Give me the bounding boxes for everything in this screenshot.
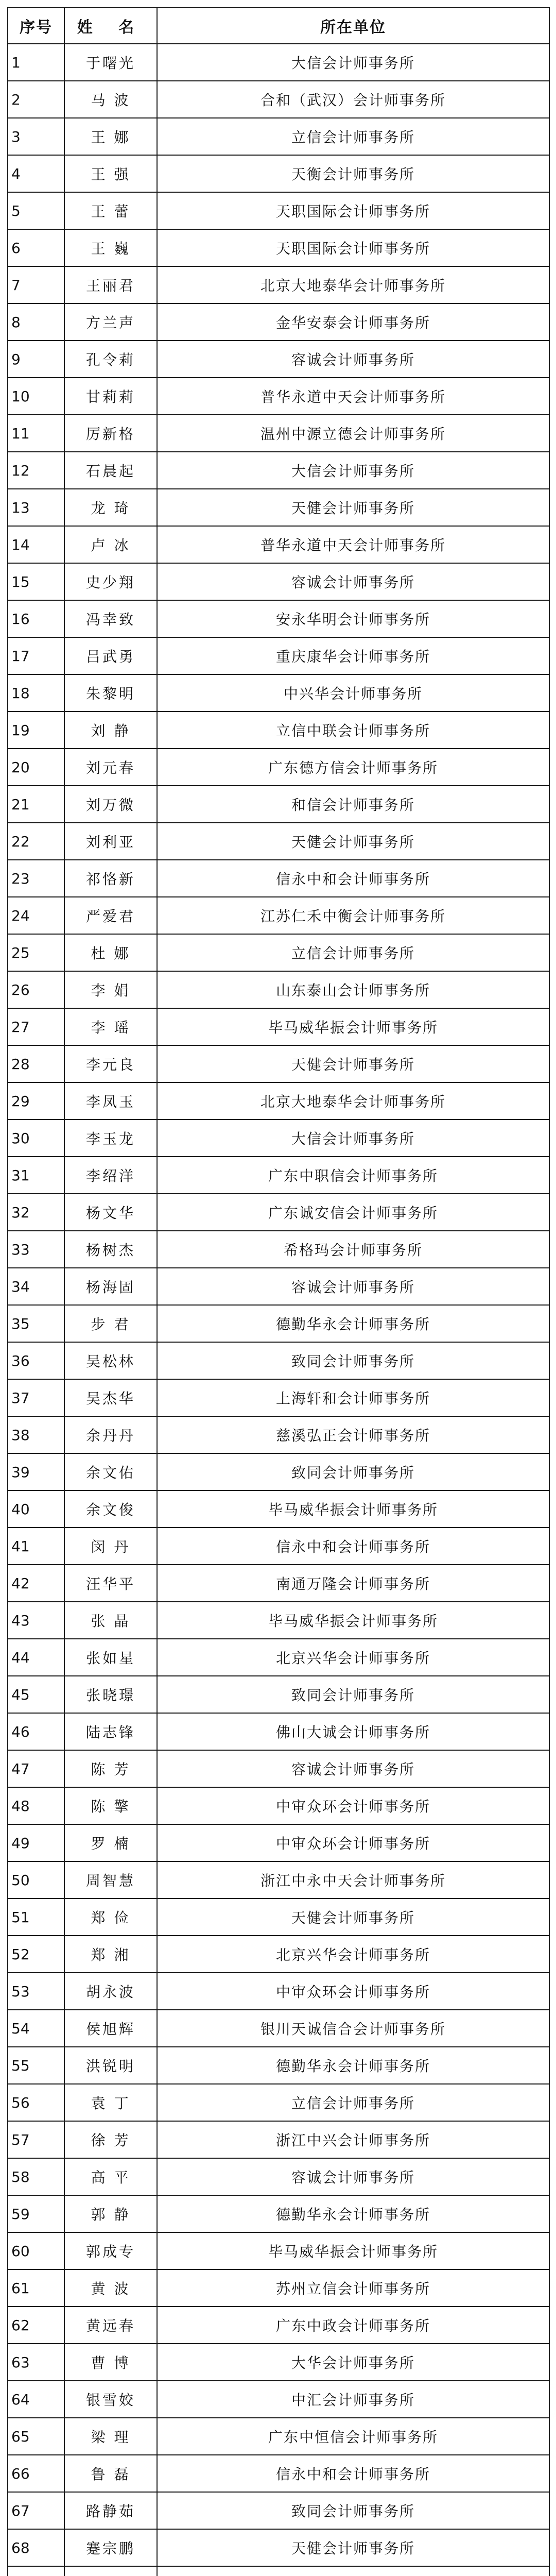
table-row — [8, 2047, 549, 2084]
cell-organization: 广东德方信会计师事务所 — [157, 749, 549, 786]
cell-organization: 上海轩和会计师事务所 — [157, 1379, 549, 1416]
table-row — [8, 526, 549, 563]
cell-serial-number: 42 — [8, 1565, 64, 1602]
cell-serial-number: 15 — [8, 563, 64, 600]
cell-serial-number: 56 — [8, 2084, 64, 2121]
cell-serial-number — [8, 2566, 64, 2576]
cell-organization: 和信会计师事务所 — [157, 786, 549, 823]
cell-name: 杨海固 — [64, 1268, 157, 1305]
cell-organization: 信永中和会计师事务所 — [157, 2455, 549, 2492]
cell-organization: 慈溪弘正会计师事务所 — [157, 1416, 549, 1453]
cell-serial-number: 46 — [8, 1713, 64, 1750]
cell-name: 黄远春 — [64, 2307, 157, 2344]
cell-organization: 浙江中兴会计师事务所 — [157, 2121, 549, 2158]
cell-serial-number: 24 — [8, 897, 64, 934]
table-row — [8, 749, 549, 786]
cell-organization: 安永华明会计师事务所 — [157, 600, 549, 637]
header-organization: 所在单位 — [157, 8, 549, 44]
cell-serial-number: 55 — [8, 2047, 64, 2084]
table-row — [8, 2381, 549, 2418]
table-row — [8, 1082, 549, 1120]
cell-organization: 普华永道中天会计师事务所 — [157, 526, 549, 563]
cell-name: 郭成专 — [64, 2232, 157, 2269]
cell-organization: 毕马威华振会计师事务所 — [157, 2232, 549, 2269]
cell-name: 于曙光 — [64, 44, 157, 81]
cell-serial-number: 51 — [8, 1899, 64, 1936]
cell-name: 洪锐明 — [64, 2047, 157, 2084]
table-row — [8, 1268, 549, 1305]
cell-serial-number: 67 — [8, 2492, 64, 2529]
table-row — [8, 2010, 549, 2047]
cell-name: 李元良 — [64, 1045, 157, 1082]
cell-serial-number: 22 — [8, 823, 64, 860]
cell-organization: 天职国际会计师事务所 — [157, 192, 549, 229]
cell-serial-number: 9 — [8, 341, 64, 378]
cell-organization: 德勤华永会计师事务所 — [157, 2195, 549, 2232]
table-row — [8, 2121, 549, 2158]
cell-organization: 合和（武汉）会计师事务所 — [157, 81, 549, 118]
cell-organization: 信永中和会计师事务所 — [157, 860, 549, 897]
table-row — [8, 1045, 549, 1082]
table-row — [8, 2418, 549, 2455]
cell-name: 侯旭辉 — [64, 2010, 157, 2047]
cell-name: 李 娟 — [64, 971, 157, 1008]
cell-name: 徐 芳 — [64, 2121, 157, 2158]
table-header — [8, 8, 549, 44]
table-row — [8, 44, 549, 81]
table-row — [8, 971, 549, 1008]
cell-serial-number: 57 — [8, 2121, 64, 2158]
cell-organization: 中审众环会计师事务所 — [157, 1787, 549, 1824]
cell-serial-number: 32 — [8, 1194, 64, 1231]
table-row — [8, 2232, 549, 2269]
cell-name: 祁恪新 — [64, 860, 157, 897]
cell-name: 史少翔 — [64, 563, 157, 600]
cell-serial-number: 44 — [8, 1639, 64, 1676]
cell-name: 李绍洋 — [64, 1157, 157, 1194]
cell-organization: 致同会计师事务所 — [157, 1342, 549, 1379]
table-row — [8, 1379, 549, 1416]
cell-name: 汪华平 — [64, 1565, 157, 1602]
cell-name: 张如星 — [64, 1639, 157, 1676]
cell-serial-number: 47 — [8, 1750, 64, 1787]
table-row — [8, 1528, 549, 1565]
cell-serial-number: 50 — [8, 1861, 64, 1899]
cell-organization: 北京兴华会计师事务所 — [157, 1936, 549, 1973]
table-row — [8, 303, 549, 341]
table-row — [8, 1194, 549, 1231]
table-row — [8, 2529, 549, 2566]
cell-organization: 山东泰山会计师事务所 — [157, 971, 549, 1008]
cell-organization: 南通万隆会计师事务所 — [157, 1565, 549, 1602]
cell-name: 王 蕾 — [64, 192, 157, 229]
cell-name: 罗 楠 — [64, 1824, 157, 1861]
cell-serial-number: 3 — [8, 118, 64, 155]
cell-name: 冯幸致 — [64, 600, 157, 637]
cell-organization: 信永中和会计师事务所 — [157, 1528, 549, 1565]
cell-serial-number: 4 — [8, 155, 64, 192]
cell-name: 王丽君 — [64, 266, 157, 303]
cell-name: 步 君 — [64, 1305, 157, 1342]
cell-name: 郑 湘 — [64, 1936, 157, 1973]
cell-name: 周智慧 — [64, 1861, 157, 1899]
table-row — [8, 2269, 549, 2307]
cell-organization: 北京兴华会计师事务所 — [157, 1639, 549, 1676]
cell-organization: 立信中联会计师事务所 — [157, 711, 549, 749]
table-row — [8, 674, 549, 711]
table-row — [8, 2566, 549, 2576]
cell-name: 郭 静 — [64, 2195, 157, 2232]
cell-serial-number: 11 — [8, 415, 64, 452]
table-row — [8, 637, 549, 674]
cell-organization: 北京大地泰华会计师事务所 — [157, 266, 549, 303]
cell-organization: 广东中职信会计师事务所 — [157, 1157, 549, 1194]
cell-serial-number: 7 — [8, 266, 64, 303]
cell-serial-number: 59 — [8, 2195, 64, 2232]
cell-organization: 中汇会计师事务所 — [157, 2381, 549, 2418]
table-row — [8, 155, 549, 192]
table-body — [8, 44, 549, 2576]
cell-organization: 毕马威华振会计师事务所 — [157, 1602, 549, 1639]
header-name: 姓 名 — [64, 8, 157, 44]
cell-name: 陈 擎 — [64, 1787, 157, 1824]
cell-serial-number: 52 — [8, 1936, 64, 1973]
cell-serial-number: 13 — [8, 489, 64, 526]
cell-name: 石晨起 — [64, 452, 157, 489]
cell-organization: 中审众环会计师事务所 — [157, 1824, 549, 1861]
cell-organization: 致同会计师事务所 — [157, 1676, 549, 1713]
cell-organization: 容诚会计师事务所 — [157, 341, 549, 378]
table-row — [8, 1305, 549, 1342]
cell-name: 刘 静 — [64, 711, 157, 749]
cell-organization: 广东中政会计师事务所 — [157, 2307, 549, 2344]
cell-serial-number: 39 — [8, 1453, 64, 1490]
cell-organization: 普华永道中天会计师事务所 — [157, 378, 549, 415]
table-row — [8, 452, 549, 489]
cell-organization: 天健会计师事务所 — [157, 1045, 549, 1082]
table-row — [8, 192, 549, 229]
cell-organization: 广东中恒信会计师事务所 — [157, 2418, 549, 2455]
cell-name: 刘万微 — [64, 786, 157, 823]
table-row — [8, 563, 549, 600]
table-row — [8, 1120, 549, 1157]
cell-organization: 立信会计师事务所 — [157, 118, 549, 155]
cell-name: 马 波 — [64, 81, 157, 118]
cell-name: 余丹丹 — [64, 1416, 157, 1453]
cell-serial-number: 58 — [8, 2158, 64, 2195]
cell-organization: 天衡会计师事务所 — [157, 155, 549, 192]
cell-name: 杜 娜 — [64, 934, 157, 971]
cell-name: 杨文华 — [64, 1194, 157, 1231]
cell-serial-number: 1 — [8, 44, 64, 81]
cell-name: 杨树杰 — [64, 1231, 157, 1268]
cell-name: 余文佑 — [64, 1453, 157, 1490]
table-row — [8, 2084, 549, 2121]
header-serial-number: 序号 — [8, 8, 64, 44]
cell-serial-number: 61 — [8, 2269, 64, 2307]
cell-serial-number: 2 — [8, 81, 64, 118]
cell-name: 厉新格 — [64, 415, 157, 452]
table-row — [8, 1639, 549, 1676]
cell-serial-number: 30 — [8, 1120, 64, 1157]
cell-name: 郑 俭 — [64, 1899, 157, 1936]
table-row — [8, 1936, 549, 1973]
cell-name: 梁 理 — [64, 2418, 157, 2455]
cell-serial-number: 38 — [8, 1416, 64, 1453]
cell-serial-number: 14 — [8, 526, 64, 563]
cell-name: 袁 丁 — [64, 2084, 157, 2121]
table-row — [8, 600, 549, 637]
cell-organization: 温州中源立德会计师事务所 — [157, 415, 549, 452]
table-row — [8, 2492, 549, 2529]
cell-serial-number: 53 — [8, 1973, 64, 2010]
cell-organization: 天健会计师事务所 — [157, 2529, 549, 2566]
table-row — [8, 1565, 549, 1602]
cell-organization: 浙江中永中天会计师事务所 — [157, 1861, 549, 1899]
cell-serial-number: 25 — [8, 934, 64, 971]
cell-serial-number: 48 — [8, 1787, 64, 1824]
cell-organization: 毕马威华振会计师事务所 — [157, 1490, 549, 1528]
cell-organization: 天健会计师事务所 — [157, 1899, 549, 1936]
cell-serial-number: 66 — [8, 2455, 64, 2492]
cell-serial-number: 29 — [8, 1082, 64, 1120]
table-row — [8, 118, 549, 155]
cell-name: 蹇宗鹏 — [64, 2529, 157, 2566]
cell-organization: 中审众环会计师事务所 — [157, 1973, 549, 2010]
cell-name: 张晓璟 — [64, 1676, 157, 1713]
cell-name: 王 巍 — [64, 229, 157, 266]
cell-organization: 容诚会计师事务所 — [157, 1268, 549, 1305]
cell-name: 高 平 — [64, 2158, 157, 2195]
cell-serial-number: 16 — [8, 600, 64, 637]
cell-organization: 苏州立信会计师事务所 — [157, 2269, 549, 2307]
header-row — [8, 8, 549, 44]
cell-serial-number: 12 — [8, 452, 64, 489]
cell-organization: 致同会计师事务所 — [157, 1453, 549, 1490]
table-row — [8, 1973, 549, 2010]
cell-serial-number: 23 — [8, 860, 64, 897]
cell-serial-number: 31 — [8, 1157, 64, 1194]
table-row — [8, 1416, 549, 1453]
cell-serial-number: 63 — [8, 2344, 64, 2381]
cell-organization: 容诚会计师事务所 — [157, 1750, 549, 1787]
table-row — [8, 1231, 549, 1268]
table-row — [8, 1157, 549, 1194]
cell-organization: 北京大地泰华会计师事务所 — [157, 1082, 549, 1120]
table-row — [8, 415, 549, 452]
cell-organization: 容诚会计师事务所 — [157, 2158, 549, 2195]
cell-name: 吴杰华 — [64, 1379, 157, 1416]
table-row — [8, 1453, 549, 1490]
cell-organization — [157, 2566, 549, 2576]
cell-name: 银雪姣 — [64, 2381, 157, 2418]
cell-name: 闵 丹 — [64, 1528, 157, 1565]
cell-organization: 江苏仁禾中衡会计师事务所 — [157, 897, 549, 934]
table-row — [8, 1490, 549, 1528]
table-row — [8, 81, 549, 118]
table-row — [8, 823, 549, 860]
cell-serial-number: 6 — [8, 229, 64, 266]
cell-name: 甘莉莉 — [64, 378, 157, 415]
cell-organization: 德勤华永会计师事务所 — [157, 2047, 549, 2084]
cell-serial-number: 68 — [8, 2529, 64, 2566]
cell-name: 鲁 磊 — [64, 2455, 157, 2492]
cell-name: 刘利亚 — [64, 823, 157, 860]
cell-organization: 天健会计师事务所 — [157, 489, 549, 526]
cell-serial-number: 20 — [8, 749, 64, 786]
cell-organization: 大信会计师事务所 — [157, 44, 549, 81]
cell-serial-number: 65 — [8, 2418, 64, 2455]
cell-organization: 佛山大诚会计师事务所 — [157, 1713, 549, 1750]
table-row — [8, 934, 549, 971]
cell-organization: 重庆康华会计师事务所 — [157, 637, 549, 674]
cell-serial-number: 36 — [8, 1342, 64, 1379]
cell-serial-number: 18 — [8, 674, 64, 711]
cell-name: 李 瑶 — [64, 1008, 157, 1045]
cell-serial-number: 54 — [8, 2010, 64, 2047]
cell-organization: 立信会计师事务所 — [157, 2084, 549, 2121]
cell-name: 吴松林 — [64, 1342, 157, 1379]
cell-serial-number: 17 — [8, 637, 64, 674]
cell-name — [64, 2566, 157, 2576]
cell-organization: 立信会计师事务所 — [157, 934, 549, 971]
cell-name: 吕武勇 — [64, 637, 157, 674]
table-row — [8, 378, 549, 415]
cell-serial-number: 60 — [8, 2232, 64, 2269]
cell-serial-number: 62 — [8, 2307, 64, 2344]
cell-name: 黄 波 — [64, 2269, 157, 2307]
cell-organization: 天职国际会计师事务所 — [157, 229, 549, 266]
table-row — [8, 2344, 549, 2381]
table-row — [8, 897, 549, 934]
cell-serial-number: 35 — [8, 1305, 64, 1342]
table-row — [8, 266, 549, 303]
table-row — [8, 1750, 549, 1787]
table-row — [8, 2195, 549, 2232]
cell-serial-number: 10 — [8, 378, 64, 415]
table-row — [8, 1861, 549, 1899]
table-row — [8, 489, 549, 526]
cell-organization: 中兴华会计师事务所 — [157, 674, 549, 711]
table-row — [8, 1899, 549, 1936]
cell-organization: 金华安泰会计师事务所 — [157, 303, 549, 341]
table-row — [8, 860, 549, 897]
cell-serial-number: 19 — [8, 711, 64, 749]
table-row — [8, 711, 549, 749]
cell-name: 张 晶 — [64, 1602, 157, 1639]
cell-organization: 容诚会计师事务所 — [157, 563, 549, 600]
table-row — [8, 1713, 549, 1750]
cell-name: 卢 冰 — [64, 526, 157, 563]
table-row — [8, 786, 549, 823]
cell-name: 王 强 — [64, 155, 157, 192]
table-row — [8, 1787, 549, 1824]
cell-organization: 银川天诚信合会计师事务所 — [157, 2010, 549, 2047]
cell-serial-number: 34 — [8, 1268, 64, 1305]
roster-table — [7, 7, 550, 2576]
cell-serial-number: 64 — [8, 2381, 64, 2418]
cell-name: 严爱君 — [64, 897, 157, 934]
table-row — [8, 1008, 549, 1045]
cell-name: 朱黎明 — [64, 674, 157, 711]
cell-name: 曹 博 — [64, 2344, 157, 2381]
table-row — [8, 1342, 549, 1379]
cell-name: 龙 琦 — [64, 489, 157, 526]
cell-organization: 希格玛会计师事务所 — [157, 1231, 549, 1268]
cell-organization: 大信会计师事务所 — [157, 1120, 549, 1157]
cell-organization: 毕马威华振会计师事务所 — [157, 1008, 549, 1045]
table-row — [8, 229, 549, 266]
table-row — [8, 1824, 549, 1861]
table-row — [8, 1602, 549, 1639]
cell-name: 方兰声 — [64, 303, 157, 341]
cell-serial-number: 43 — [8, 1602, 64, 1639]
table-row — [8, 2158, 549, 2195]
cell-serial-number: 21 — [8, 786, 64, 823]
cell-name: 王 娜 — [64, 118, 157, 155]
cell-name: 路静茹 — [64, 2492, 157, 2529]
cell-organization: 致同会计师事务所 — [157, 2492, 549, 2529]
cell-serial-number: 28 — [8, 1045, 64, 1082]
table-row — [8, 341, 549, 378]
cell-serial-number: 33 — [8, 1231, 64, 1268]
cell-organization: 天健会计师事务所 — [157, 823, 549, 860]
cell-serial-number: 49 — [8, 1824, 64, 1861]
table-row — [8, 2307, 549, 2344]
cell-name: 刘元春 — [64, 749, 157, 786]
cell-serial-number: 27 — [8, 1008, 64, 1045]
cell-serial-number: 40 — [8, 1490, 64, 1528]
cell-serial-number: 26 — [8, 971, 64, 1008]
cell-organization: 德勤华永会计师事务所 — [157, 1305, 549, 1342]
cell-organization: 广东诚安信会计师事务所 — [157, 1194, 549, 1231]
cell-name: 胡永波 — [64, 1973, 157, 2010]
cell-organization: 大华会计师事务所 — [157, 2344, 549, 2381]
cell-serial-number: 8 — [8, 303, 64, 341]
cell-name: 陈 芳 — [64, 1750, 157, 1787]
cell-name: 李凤玉 — [64, 1082, 157, 1120]
cell-name: 余文俊 — [64, 1490, 157, 1528]
cell-serial-number: 5 — [8, 192, 64, 229]
table-row — [8, 1676, 549, 1713]
table-row — [8, 2455, 549, 2492]
cell-serial-number: 41 — [8, 1528, 64, 1565]
cell-name: 陆志锋 — [64, 1713, 157, 1750]
cell-serial-number: 37 — [8, 1379, 64, 1416]
cell-serial-number: 45 — [8, 1676, 64, 1713]
cell-organization: 大信会计师事务所 — [157, 452, 549, 489]
cell-name: 孔令莉 — [64, 341, 157, 378]
cell-name: 李玉龙 — [64, 1120, 157, 1157]
